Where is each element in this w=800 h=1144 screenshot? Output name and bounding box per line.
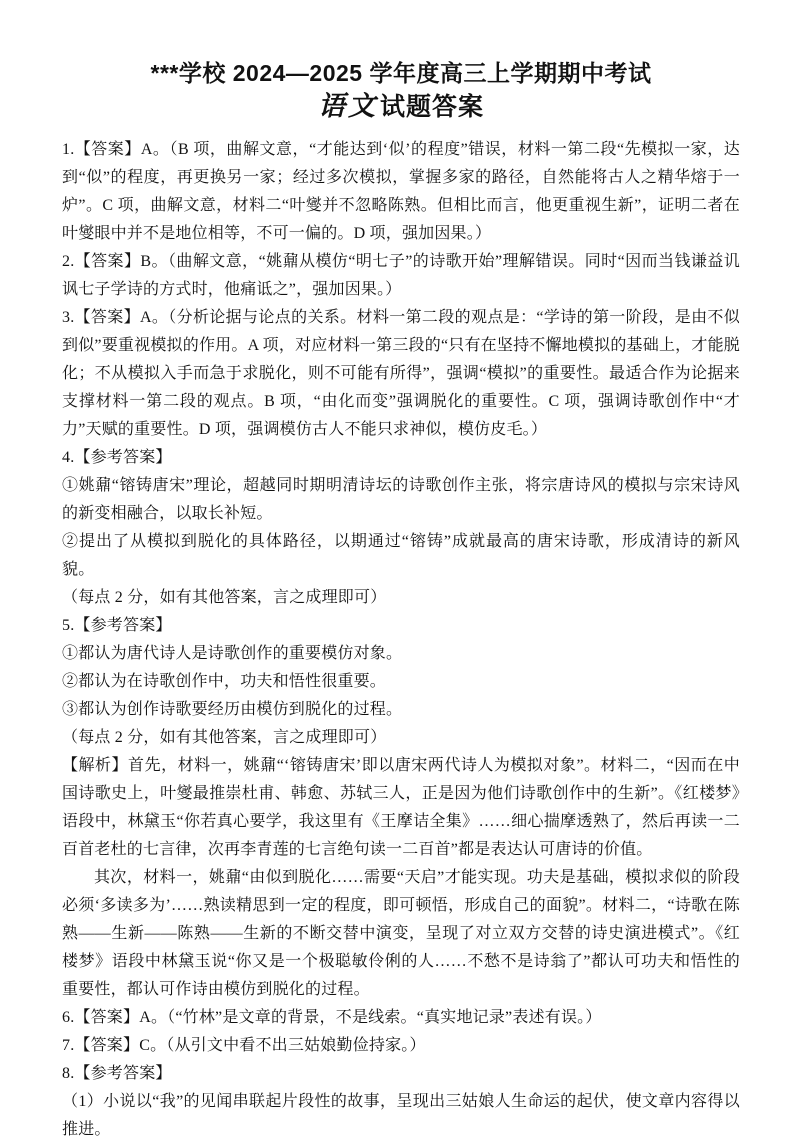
answer-item-5-heading: 5.【参考答案】: [62, 617, 172, 634]
answer-5-point-2: ②都认为在诗歌创作中，功夫和悟性很重要。: [62, 673, 387, 690]
answer-item-2: 2.【答案】B。（曲解文意，“姚鼐从模仿“明七子”的诗歌开始”理解错误。同时“因而当钱谦益讥讽七子学诗的方式时，他痛诋之”，强加因果。）: [62, 253, 740, 298]
answer-5-point-1: ①都认为唐代诗人是诗歌创作的重要模仿对象。: [62, 645, 403, 662]
scoring-note-item-5: （每点 2 分，如有其他答案，言之成理即可）: [62, 729, 387, 746]
analysis-paragraph-1: 【解析】首先，材料一，姚鼐“‘镕铸唐宋’即以唐宋两代诗人为模拟对象”。材料二，“因而在中国诗歌史上，叶燮最推崇杜甫、韩愈、苏轼三人，正是因为他们诗歌创作中的生新”。《红楼梦》语段中，林黛玉“你若真心要学，我这里有《王摩诘全集》……细心揣摩透熟了，然后再读一二百首老杜的七言律，次再李青莲的七言绝句读一二百首”都是表达认可唐诗的价值。: [62, 757, 740, 858]
document-title-block: [62, 58, 740, 125]
answer-item-7: 7.【答案】C。（从引文中看不出三姑娘勤俭持家。）: [62, 1037, 426, 1054]
subtitle-suffix: 试题答案: [379, 93, 484, 121]
answer-item-4-heading: 4.【参考答案】: [62, 449, 172, 466]
answer-8-point-1: （1）小说以“我”的见闻串联起片段性的故事，呈现出三姑娘人生命运的起伏，使文章内容得以推进。: [62, 1093, 740, 1138]
answer-item-3: 3.【答案】A。（分析论据与论点的关系。材料一第二段的观点是：“学诗的第一阶段，是由不似到似”要重视模拟的作用。A 项，对应材料一第三段的“只有在坚持不懈地模拟的基础上，才能脱化；不从模拟入手而急于求脱化，则不可能有所得”，强调“模拟”的重要性。最适合作为论据来支撑材料一第二段的观点。B 项，“由化而变”强调脱化的重要性。C 项，强调诗歌创作中“才力”天赋的重要性。D 项，强调模仿古人不能只求神似，模仿皮毛。）: [62, 309, 740, 438]
exam-title: ***学校 2024—2025 学年度高三上学期期中考试: [150, 60, 652, 86]
exam-subtitle: [62, 89, 740, 125]
answer-5-point-3: ③都认为创作诗歌要经历由模仿到脱化的过程。: [62, 701, 403, 718]
subject-name-calligraphic: 语文: [317, 91, 378, 122]
answer-item-8-heading: 8.【参考答案】: [62, 1065, 172, 1082]
analysis-paragraph-2: 其次，材料一，姚鼐“由似到脱化……需要“天启”才能实现。功夫是基础，模拟求似的阶段必须‘多读多为’……熟读精思到一定的程度，即可顿悟，形成自己的面貌”。材料二，“诗歌在陈熟——生新——陈熟——生新的不断交替中演变，呈现了对立双方交替的诗史演进模式”。《红楼梦》语段中林黛玉说“你又是一个极聪敏伶俐的人……不愁不是诗翁了”都认可功夫和悟性的重要性，都认可作诗由模仿到脱化的过程。: [62, 869, 740, 998]
answer-item-1: 1.【答案】A。（B 项，曲解文意，“才能达到‘似’的程度”错误，材料一第二段“先模拟一家，达到“似”的程度，再更换另一家；经过多次模拟，掌握多家的路径，自然能将古人之精华熔于一炉”。C 项，曲解文意，材料二“叶燮并不忽略陈熟。但相比而言，他更重视生新”，证明二者在叶燮眼中并不是地位相等，不可一偏的。D 项，强加因果。）: [62, 141, 740, 242]
answer-4-point-1: ①姚鼐“镕铸唐宋”理论，超越同时期明清诗坛的诗歌创作主张，将宗唐诗风的模拟与宗宋诗风的新变相融合，以取长补短。: [62, 477, 740, 522]
answer-4-point-2: ②提出了从模拟到脱化的具体路径，以期通过“镕铸”成就最高的唐宋诗歌，形成清诗的新风貌。: [62, 533, 740, 578]
answer-key-body: [62, 136, 740, 1144]
answer-item-6: 6.【答案】A。（“竹林”是文章的背景，不是线索。“真实地记录”表述有误。）: [62, 1009, 602, 1026]
scoring-note-item-4: （每点 2 分，如有其他答案，言之成理即可）: [62, 589, 387, 606]
